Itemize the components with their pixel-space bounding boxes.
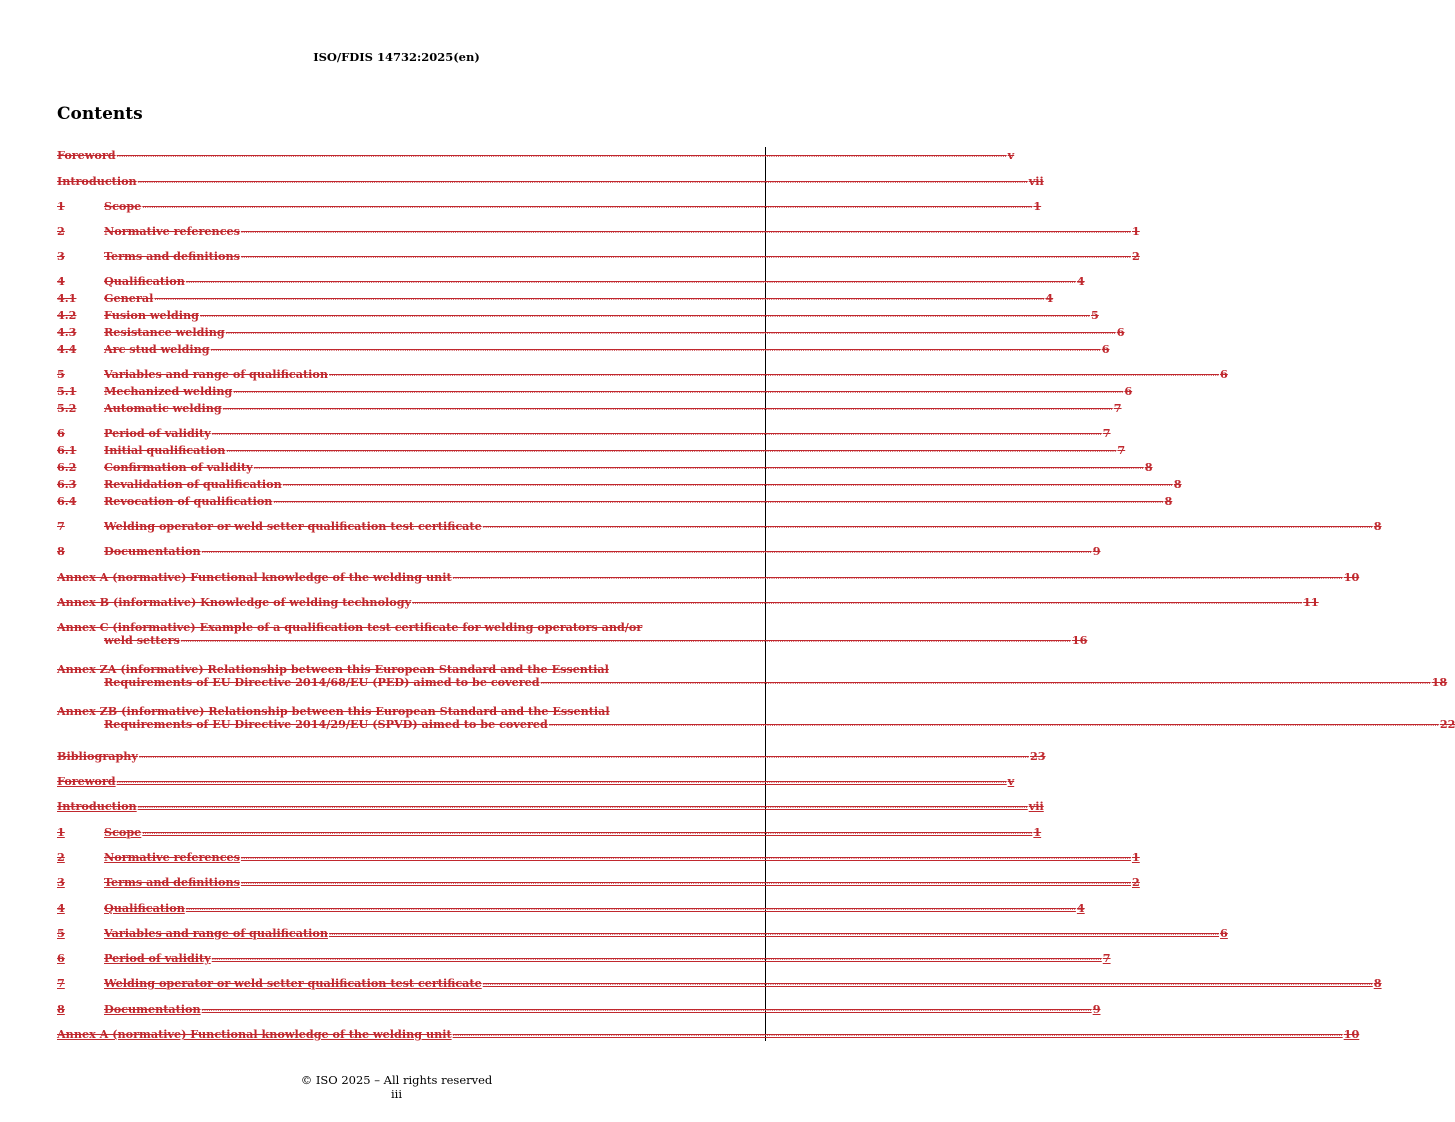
toc-clause-number: 3 — [57, 249, 65, 263]
dot-leader: ................................................................................................................................................................................................................................................................................................................................................................................................................ — [482, 979, 1373, 987]
toc-entry-title: General — [104, 291, 154, 305]
toc-page-number: vii — [1028, 174, 1044, 188]
toc-clause-number: 4.4 — [57, 342, 77, 356]
dot-leader: ................................................................................................................................................................................................................................................................................................................................................................................................................ — [240, 853, 1131, 861]
toc-entry-title: Variables and range of qualification — [104, 367, 328, 381]
dot-leader: ................................................................................................................................................................................................................................................................................................................................................................................................................ — [240, 252, 1131, 260]
toc-page-number: 8 — [1173, 477, 1182, 491]
toc-entry-deleted[interactable] — [57, 342, 1110, 356]
toc-entry-title: Introduction — [57, 174, 137, 188]
toc-entry-deleted[interactable] — [57, 148, 1015, 162]
toc-entry-title-continued: Requirements of EU Directive 2014/29/EU (SPVD) aimed to be covered — [104, 717, 548, 731]
toc-page-number: 8 — [1164, 494, 1173, 508]
toc-entry-title: Automatic welding — [104, 401, 222, 415]
toc-clause-number: 7 — [57, 519, 65, 533]
toc-entry-deleted[interactable] — [57, 595, 1319, 609]
toc-entry-deleted[interactable] — [57, 519, 1382, 533]
dot-leader: ................................................................................................................................................................................................................................................................................................................................................................................................................ — [142, 828, 1033, 836]
toc-entry-deleted[interactable] — [57, 199, 1042, 213]
document-header: ISO/FDIS 14732:2025(en) — [313, 50, 480, 64]
toc-entry-deleted[interactable] — [57, 443, 1126, 457]
dot-leader: ................................................................................................................................................................................................................................................................................................................................................................................................................ — [452, 573, 1343, 581]
dot-leader: ................................................................................................................................................................................................................................................................................................................................................................................................................ — [240, 227, 1131, 235]
toc-clause-number: 6 — [57, 426, 65, 440]
toc-page-number: 7 — [1102, 426, 1111, 440]
toc-entry-inserted[interactable] — [57, 1002, 1101, 1016]
toc-entry-title: Initial qualification — [104, 443, 226, 457]
toc-page-number: 1 — [1033, 199, 1042, 213]
toc-page-number: 9 — [1092, 544, 1101, 558]
toc-clause-number: 8 — [57, 1002, 65, 1016]
toc-entry-inserted[interactable] — [57, 901, 1085, 915]
toc-page-number: 18 — [1431, 675, 1448, 689]
toc-clause-number: 4.1 — [57, 291, 77, 305]
toc-clause-number: 6 — [57, 951, 65, 965]
toc-page-number: 8 — [1373, 519, 1382, 533]
dot-leader: ................................................................................................................................................................................................................................................................................................................................................................................................................ — [226, 446, 1117, 454]
dot-leader: ................................................................................................................................................................................................................................................................................................................................................................................................................ — [199, 311, 1090, 319]
toc-entry-title: Foreword — [57, 148, 116, 162]
toc-entry-title: Revocation of qualification — [104, 494, 273, 508]
dot-leader: ................................................................................................................................................................................................................................................................................................................................................................................................................ — [185, 277, 1076, 285]
dot-leader: ................................................................................................................................................................................................................................................................................................................................................................................................................ — [282, 480, 1173, 488]
toc-entry-deleted[interactable] — [57, 704, 1455, 731]
toc-page-number: 22 — [1439, 717, 1455, 731]
toc-entry-deleted[interactable] — [57, 460, 1153, 474]
toc-entry-deleted[interactable] — [57, 367, 1228, 381]
toc-entry-deleted[interactable] — [57, 224, 1140, 238]
toc-page-number: 7 — [1113, 401, 1122, 415]
toc-clause-number: 7 — [57, 976, 65, 990]
toc-entry-title: Period of validity — [104, 426, 211, 440]
toc-entry-inserted[interactable] — [57, 875, 1140, 889]
dot-leader: ................................................................................................................................................................................................................................................................................................................................................................................................................ — [273, 497, 1164, 505]
page-footer — [0, 1073, 793, 1101]
toc-clause-number: 4 — [57, 901, 65, 915]
dot-leader: ................................................................................................................................................................................................................................................................................................................................................................................................................ — [210, 345, 1101, 353]
toc-entry-title: Qualification — [104, 901, 185, 915]
dot-leader: ................................................................................................................................................................................................................................................................................................................................................................................................................ — [154, 294, 1045, 302]
toc-entry-title: Annex ZA (informative) Relationship between this European Standard and the Essential — [57, 662, 609, 676]
toc-entry-title: Scope — [104, 825, 142, 839]
toc-page-number: 23 — [1029, 749, 1046, 763]
toc-page-number: 4 — [1076, 901, 1085, 915]
toc-clause-number: 2 — [57, 850, 65, 864]
toc-page-number: 6 — [1220, 367, 1228, 381]
toc-clause-number: 4.2 — [57, 308, 77, 322]
dot-leader: ................................................................................................................................................................................................................................................................................................................................................................................................................ — [201, 547, 1092, 555]
toc-entry-title-continued: weld setters — [104, 633, 180, 647]
toc-entry-deleted[interactable] — [57, 620, 1088, 647]
toc-clause-number: 5 — [57, 367, 65, 381]
page-number: iii — [390, 1087, 403, 1101]
toc-entry-title: Fusion welding — [104, 308, 199, 322]
toc-page-number: 6 — [1220, 926, 1228, 940]
toc-entry-title: Annex C (informative) Example of a qualification test certificate for welding operators and/or — [57, 620, 643, 634]
toc-entry-deleted[interactable] — [57, 494, 1173, 508]
toc-entry-deleted[interactable] — [57, 477, 1182, 491]
dot-leader: ................................................................................................................................................................................................................................................................................................................................................................................................................ — [201, 1005, 1092, 1013]
toc-page-number: v — [1007, 774, 1015, 788]
toc-entry-title: Foreword — [57, 774, 116, 788]
toc-entry-title: Normative references — [104, 224, 240, 238]
dot-leader: ................................................................................................................................................................................................................................................................................................................................................................................................................ — [240, 878, 1131, 886]
dot-leader: ................................................................................................................................................................................................................................................................................................................................................................................................................ — [137, 177, 1028, 185]
toc-entry-inserted[interactable] — [57, 951, 1111, 965]
toc-entry-inserted[interactable] — [57, 1027, 1360, 1041]
toc-clause-number: 2 — [57, 224, 65, 238]
toc-clause-number: 5 — [57, 926, 65, 940]
toc-clause-number: 6.2 — [57, 460, 77, 474]
dot-leader: ................................................................................................................................................................................................................................................................................................................................................................................................................ — [225, 328, 1116, 336]
toc-entry-title: Arc stud welding — [104, 342, 210, 356]
toc-page-number: 5 — [1091, 308, 1099, 322]
dot-leader: ................................................................................................................................................................................................................................................................................................................................................................................................................ — [452, 1030, 1343, 1038]
toc-page-number: 7 — [1117, 443, 1126, 457]
dot-leader: ................................................................................................................................................................................................................................................................................................................................................................................................................ — [233, 387, 1124, 395]
toc-entry-title: Terms and definitions — [104, 249, 240, 263]
toc-entry-title: Welding operator or weld setter qualification test certificate — [104, 976, 482, 990]
toc-entry-deleted[interactable] — [57, 174, 1044, 188]
dot-leader: ................................................................................................................................................................................................................................................................................................................................................................................................................ — [185, 904, 1076, 912]
dot-leader: ................................................................................................................................................................................................................................................................................................................................................................................................................ — [211, 954, 1102, 962]
toc-entry-title: Period of validity — [104, 951, 211, 965]
toc-entry-deleted[interactable] — [57, 274, 1085, 288]
toc-entry-title: Introduction — [57, 799, 137, 813]
toc-page-number: 6 — [1116, 325, 1125, 339]
page-title: Contents — [57, 104, 143, 124]
toc-clause-number: 4.3 — [57, 325, 77, 339]
toc-entry-inserted[interactable] — [57, 976, 1382, 990]
toc-entry-inserted[interactable] — [57, 774, 1015, 788]
toc-entry-title: Mechanized welding — [104, 384, 233, 398]
toc-page-number: vii — [1028, 799, 1044, 813]
toc-clause-number: 6.1 — [57, 443, 77, 457]
toc-entry-deleted[interactable] — [57, 384, 1133, 398]
toc-entry-title: Resistance welding — [104, 325, 225, 339]
toc-clause-number: 1 — [57, 199, 65, 213]
toc-entry-title: Variables and range of qualification — [104, 926, 328, 940]
toc-page-number: 10 — [1343, 570, 1360, 584]
toc-clause-number: 1 — [57, 825, 65, 839]
toc-entry-title: Annex B (informative) Knowledge of welding technology — [57, 595, 412, 609]
toc-clause-number: 5.2 — [57, 401, 77, 415]
toc-page-number: 2 — [1132, 875, 1140, 889]
dot-leader: ................................................................................................................................................................................................................................................................................................................................................................................................................ — [180, 636, 1071, 644]
toc-entry-title: Bibliography — [57, 749, 138, 763]
toc-entry-title: Welding operator or weld setter qualification test certificate — [104, 519, 482, 533]
dot-leader: ................................................................................................................................................................................................................................................................................................................................................................................................................ — [211, 429, 1102, 437]
toc-entry-inserted[interactable] — [57, 799, 1044, 813]
toc-entry-title: Annex A (normative) Functional knowledge of the welding unit — [57, 1027, 452, 1041]
toc-page-number: 16 — [1071, 633, 1088, 647]
dot-leader: ................................................................................................................................................................................................................................................................................................................................................................................................................ — [412, 598, 1303, 606]
dot-leader: ................................................................................................................................................................................................................................................................................................................................................................................................................ — [482, 522, 1373, 530]
toc-entry-title: Documentation — [104, 1002, 201, 1016]
toc-page-number: 8 — [1373, 976, 1382, 990]
dot-leader: ................................................................................................................................................................................................................................................................................................................................................................................................................ — [142, 202, 1033, 210]
dot-leader: ................................................................................................................................................................................................................................................................................................................................................................................................................ — [116, 777, 1007, 785]
dot-leader: ................................................................................................................................................................................................................................................................................................................................................................................................................ — [222, 404, 1113, 412]
toc-page-number: 7 — [1102, 951, 1111, 965]
toc-entry-deleted[interactable] — [57, 325, 1125, 339]
toc-entry-deleted[interactable] — [57, 544, 1101, 558]
toc-entry-title: Qualification — [104, 274, 185, 288]
toc-entry-title: Confirmation of validity — [104, 460, 253, 474]
toc-page-number: 10 — [1343, 1027, 1360, 1041]
toc-entry-deleted[interactable] — [57, 401, 1122, 415]
toc-entry-title: Annex ZB (informative) Relationship between this European Standard and the Essential — [57, 704, 610, 718]
toc-page-number: 4 — [1076, 274, 1085, 288]
toc-entry-inserted[interactable] — [57, 825, 1042, 839]
dot-leader: ................................................................................................................................................................................................................................................................................................................................................................................................................ — [253, 463, 1144, 471]
toc-clause-number: 4 — [57, 274, 65, 288]
toc-page-number: 2 — [1132, 249, 1140, 263]
toc-page-number: 1 — [1033, 825, 1042, 839]
dot-leader: ................................................................................................................................................................................................................................................................................................................................................................................................................ — [548, 720, 1439, 728]
toc-page-number: v — [1007, 148, 1015, 162]
toc-entry-deleted[interactable] — [57, 291, 1054, 305]
toc-entry-deleted[interactable] — [57, 308, 1099, 322]
toc-entry-deleted[interactable] — [57, 249, 1140, 263]
toc-entry-title: Normative references — [104, 850, 240, 864]
dot-leader: ................................................................................................................................................................................................................................................................................................................................................................................................................ — [137, 802, 1028, 810]
toc-entry-title: Scope — [104, 199, 142, 213]
toc-page-number: 6 — [1124, 384, 1133, 398]
dot-leader: ................................................................................................................................................................................................................................................................................................................................................................................................................ — [540, 678, 1431, 686]
toc-entry-deleted[interactable] — [57, 749, 1046, 763]
toc-clause-number: 6.4 — [57, 494, 77, 508]
toc-entry-deleted[interactable] — [57, 570, 1360, 584]
toc-entry-deleted[interactable] — [57, 662, 1448, 689]
toc-page-number: 11 — [1303, 595, 1319, 609]
toc-page-number: 9 — [1092, 1002, 1101, 1016]
toc-entry-title: Terms and definitions — [104, 875, 240, 889]
toc-page-number: 1 — [1131, 224, 1140, 238]
toc-clause-number: 6.3 — [57, 477, 77, 491]
dot-leader: ................................................................................................................................................................................................................................................................................................................................................................................................................ — [116, 151, 1007, 159]
dot-leader: ................................................................................................................................................................................................................................................................................................................................................................................................................ — [138, 752, 1029, 760]
toc-entry-title: Revalidation of qualification — [104, 477, 282, 491]
copyright-notice: © ISO 2025 – All rights reserved — [300, 1073, 493, 1087]
dot-leader: ................................................................................................................................................................................................................................................................................................................................................................................................................ — [328, 929, 1220, 937]
toc-page-number: 8 — [1144, 460, 1153, 474]
toc-page-number: 6 — [1101, 342, 1110, 356]
toc-entry-inserted[interactable] — [57, 850, 1140, 864]
toc-clause-number: 5.1 — [57, 384, 77, 398]
toc-clause-number: 3 — [57, 875, 65, 889]
dot-leader: ................................................................................................................................................................................................................................................................................................................................................................................................................ — [328, 370, 1220, 378]
toc-page-number: 1 — [1131, 850, 1140, 864]
toc-entry-deleted[interactable] — [57, 426, 1111, 440]
toc-page-number: 4 — [1045, 291, 1054, 305]
toc-entry-inserted[interactable] — [57, 926, 1228, 940]
toc-entry-title: Documentation — [104, 544, 201, 558]
toc-clause-number: 8 — [57, 544, 65, 558]
toc-entry-title: Annex A (normative) Functional knowledge of the welding unit — [57, 570, 452, 584]
toc-entry-title-continued: Requirements of EU Directive 2014/68/EU (PED) aimed to be covered — [104, 675, 540, 689]
